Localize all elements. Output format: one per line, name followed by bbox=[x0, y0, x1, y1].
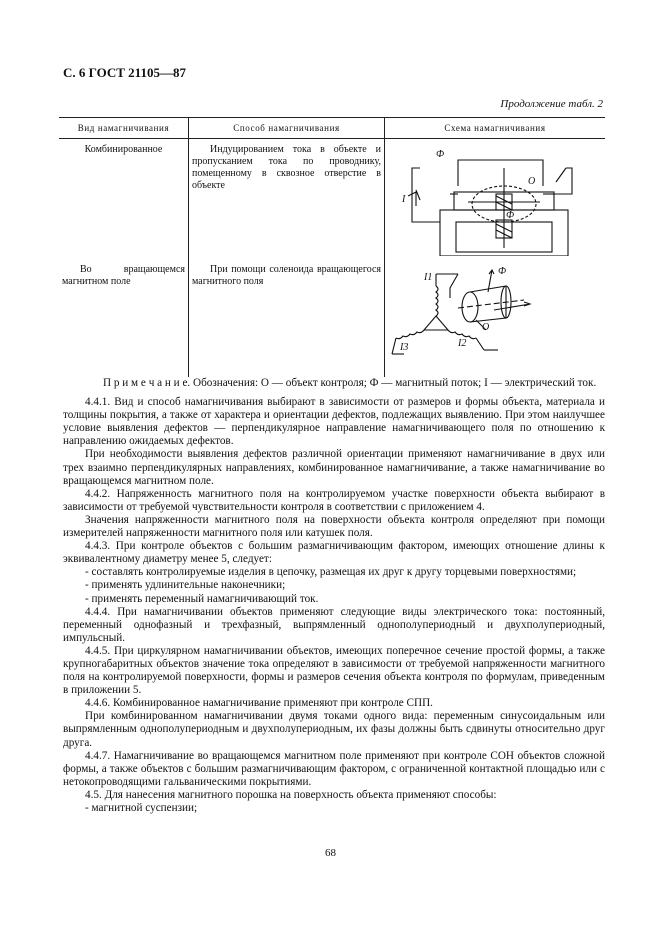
list-item: - применять переменный намагничивающий ток. bbox=[85, 592, 319, 605]
paragraph: 4.4.7. Намагничивание во вращающемся магнитном поле применяют при контроле СОН объектов сложной формы, а также объектов с большим размагничивающим фактором, с ограниченной контактной площадью или с нетокопроводящими гальваническими покрытиями. bbox=[63, 749, 605, 788]
paragraph: При комбинированном намагничивании двумя токами одного вида: переменным синусоидальным или выпрямленным однополупериодным и двухполупериодным, их фазы должны быть сдвинуты относительно друг друга. bbox=[63, 710, 605, 749]
combined-magnetization-diagram bbox=[385, 139, 605, 259]
paragraph: 4.4.6. Комбинированное намагничивание применяют при контроле СПП. bbox=[85, 697, 433, 710]
table-row bbox=[59, 139, 605, 259]
table-row bbox=[59, 259, 605, 377]
diagram-label-object: О bbox=[482, 322, 490, 333]
paragraph: Значения напряженности магнитного поля на поверхности объекта контроля определяют при помощи измерителей напряженности магнитного поля или катушек поля. bbox=[63, 513, 605, 540]
paragraph: 4.4.5. При циркулярном намагничивании объектов, имеющих поперечное сечение простой формы, а также крупногабаритных объектов значение тока определяют в зависимости от требуемой напряженности магнитного поля на контролируемой поверхности, формы и размеров сечения объекта контроля по формулам, приведенным в приложении 5. bbox=[63, 644, 605, 697]
diagram-label-flux: Ф bbox=[436, 149, 445, 160]
diagram-label-current: I1 bbox=[424, 272, 433, 283]
rotating-field-diagram bbox=[385, 259, 605, 377]
diagram-label-object: О bbox=[528, 176, 536, 187]
paragraph: 4.4.4. При намагничивании объектов применяют следующие виды электрического тока: постоянный, переменный однофазный и трехфазный, выпрямленный однополупериодный и двухполупериодный, импульсный. bbox=[63, 605, 605, 644]
column-header-kind: Вид намагничивания bbox=[59, 118, 189, 138]
table-note: П р и м е ч а н и е. Обозначения: О — объект контроля; Ф — магнитный поток; I — электрический ток. bbox=[103, 377, 597, 389]
row-method-cell: Индуцированием тока в объекте и пропусканием тока по проводнику, помещенному в сквозное отверстие в объекте bbox=[189, 139, 385, 259]
paragraph: 4.5. Для нанесения магнитного порошка на поверхность объекта применяют способы: bbox=[85, 788, 497, 801]
page-number: 68 bbox=[325, 847, 336, 859]
diagram-label-flux: Ф bbox=[506, 210, 515, 221]
row-kind-cell: Комбинированное bbox=[59, 139, 189, 259]
page-header: С. 6 ГОСТ 21105—87 bbox=[63, 65, 186, 80]
diagram-label-current: I3 bbox=[400, 342, 409, 353]
diagram-label-current: I bbox=[402, 194, 406, 205]
diagram-label-flux: Ф bbox=[498, 266, 507, 277]
paragraph: 4.4.1. Вид и способ намагничивания выбирают в зависимости от размеров и формы объекта, материала и толщины покрытия, а также от характера и ориентации дефектов, подлежащих выявлению. При этом наилучшее условие выявления дефектов — перпендикулярное направление намагничивающего поля по отношению к направлению ожидаемых дефектов. bbox=[63, 396, 605, 448]
list-item: - магнитной суспензии; bbox=[85, 802, 198, 814]
paragraph: При необходимости выявления дефектов различной ориентации применяют намагничивание в двух или трех взаимно перпендикулярных направлениях, комбинированное намагничивание, а также намагничивание во вращающемся магнитном поле. bbox=[63, 448, 605, 487]
list-item: - составлять контролируемые изделия в цепочку, размещая их друг к другу торцевыми поверхностями; bbox=[85, 566, 577, 579]
diagram-label-current: I2 bbox=[458, 338, 467, 349]
list-item: - применять удлинительные наконечники; bbox=[85, 579, 286, 592]
row-method-cell: При помощи соленоида вращающегося магнитного поля bbox=[189, 259, 385, 377]
column-header-method: Способ намагничивания bbox=[189, 118, 385, 138]
row-kind-cell: Во вращающемся магнитном поле bbox=[59, 259, 189, 377]
magnetization-table bbox=[59, 117, 605, 377]
table-header-row bbox=[59, 117, 605, 139]
column-header-diagram: Схема намагничивания bbox=[444, 123, 546, 133]
paragraph: 4.4.3. При контроле объектов с большим размагничивающим фактором, имеющих отношение длины к эквивалентному диаметру менее 5, следует: bbox=[63, 540, 605, 566]
paragraph: 4.4.2. Напряженность магнитного поля на контролируемом участке поверхности объекта выбирают в зависимости от требуемой чувствительности контроля в соответствии с приложением 4. bbox=[63, 487, 605, 513]
document-body bbox=[63, 377, 605, 815]
table-continuation-label: Продолжение табл. 2 bbox=[500, 98, 603, 110]
